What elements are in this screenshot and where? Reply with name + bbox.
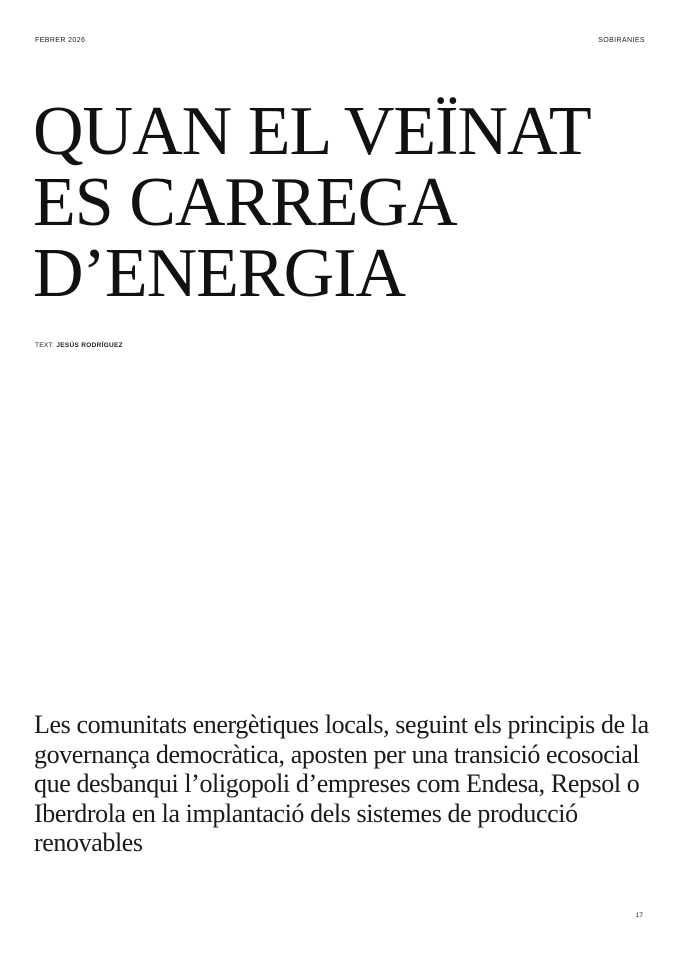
section-name: SOBIRANIES bbox=[598, 37, 645, 44]
author-name: JESÚS RODRÍGUEZ bbox=[56, 342, 123, 349]
article-title-line: ES CARREGA bbox=[33, 164, 457, 241]
article-title-line: QUAN EL VEÏNAT bbox=[33, 93, 591, 170]
article-title-line: D’ENERGIA bbox=[33, 235, 406, 312]
byline-label: TEXT: bbox=[35, 342, 55, 349]
page-number: 17 bbox=[635, 912, 643, 919]
article-lede: Les comunitats energètiques locals, seguint els principis de la governança democràtica, aposten per una transició ecosocial que desbanqui l’oligopoli d’empreses com Endesa, Repsol o Iberdrola en la implantació dels sistemes de producció renovables bbox=[34, 710, 649, 857]
article-title bbox=[33, 93, 591, 312]
issue-date: FEBRER 2026 bbox=[35, 37, 86, 44]
byline bbox=[35, 342, 123, 349]
